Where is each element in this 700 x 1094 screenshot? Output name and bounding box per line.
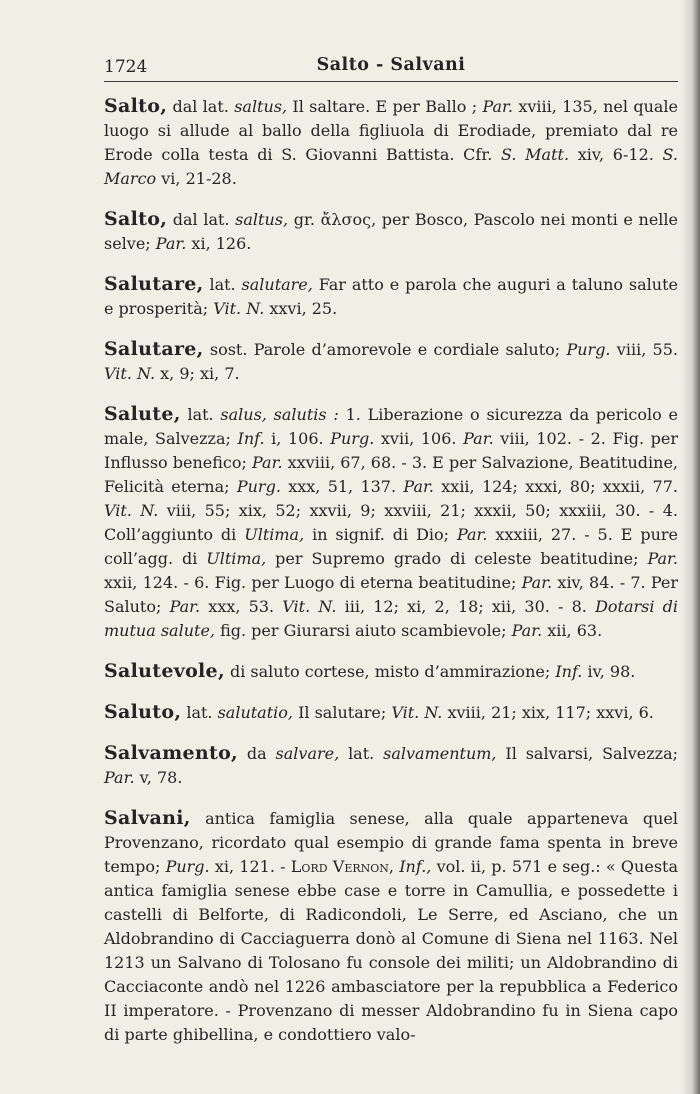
entry-salutare-noun: Salutare, sost. Parole d’amorevole e cordiale saluto; Purg. viii, 55. Vit. N. x, 9; xi, 7. [104, 338, 679, 383]
headword: Salto, [104, 95, 168, 117]
entry-salutevole: Salutevole, di saluto cortese, misto d’ammirazione; Inf. iv, 98. [104, 660, 636, 682]
page-number: 1724 [104, 57, 148, 77]
headword: Salto, [104, 208, 168, 230]
entry-salutare-verb: Salutare, lat. salutare, Far atto e parola che auguri a taluno salute e prosperità; Vit. N. xxvi, 25. [104, 273, 679, 318]
headword: Salutevole, [104, 660, 225, 682]
entry-salto-bosco: Salto, dal lat. saltus, gr. ἄλσος, per Bosco, Pascolo nei monti e nelle selve; Par. xi, 126. [104, 208, 679, 253]
entry-salute: Salute, lat. salus, salutis : 1. Liberazione o sicurezza da pericolo e male, Salvezza; Inf. i, 106. Purg. xvii, 106. Par. viii, 102. - 2. Fig. per Influsso benefico; Par. xxviii, 67, 68. - 3. E per Salvazione, Beatitudine, Felicità eterna; Purg. xxx, 51, 137. Par. xxii, 124; xxxi, 80; xxxii, 77. Vit. N. viii, 55; xix, 52; xxvii, 9; xxviii, 21; xxxii, 50; xxxiii, 30. - 4. Coll’aggiunto di Ultima, in signif. di Dio; Par. xxxiii, 27. - 5. E pure coll’agg. di Ultima, per Supremo grado di celeste beatitudine; Par. xxii, 124. - 6. Fig. per Luogo di eterna beatitudine; Par. xiv, 84. - 7. Per Saluto; Par. xxx, 53. Vit. N. iii, 12; xi, 2, 18; xii, 30. - 8. Dotarsi di mutua salute, fig. per Giurarsi aiuto scambievole; Par. xii, 63. [104, 403, 679, 640]
entry-saluto: Saluto, lat. salutatio, Il salutare; Vit. N. xviii, 21; xix, 117; xxvi, 6. [104, 701, 654, 723]
running-title: Salto - Salvani [316, 55, 466, 75]
header-rule [104, 81, 678, 82]
entry-salvamento: Salvamento, da salvare, lat. salvamentum, Il salvarsi, Salvezza; Par. v, 78. [104, 742, 679, 787]
headword: Saluto, [104, 701, 182, 723]
page-edge-shadow [682, 0, 700, 1094]
headword: Salutare, [104, 338, 204, 360]
entry-salvani: Salvani, antica famiglia senese, alla quale apparteneva quel Provenzano, ricordato qual esempio di grande fama spenta in breve tempo; Purg. xi, 121. - Lord Vernon, Inf., vol. ii, p. 571 e seg.: « Questa antica famiglia senese ebbe case e torre in Camullia, e possedette i castelli di Belforte, di Radicondoli, Le Serre, ed Asciano, che un Aldobrandino di Cacciaguerra donò al Comune di Siena nel 1163. Nel 1213 un Salvano di Tolosano fu console dei militi; un Aldobrandino di Cacciaconte andò nel 1226 ambasciatore per la repubblica a Federico II imperatore. - Provenzano di messer Aldobrandino fu in Siena capo di parte ghibellina, e condottiero valo- [104, 807, 679, 1044]
headword: Salvani, [104, 807, 191, 829]
dictionary-body [104, 94, 678, 1063]
page-header [104, 52, 678, 82]
headword: Salutare, [104, 273, 204, 295]
headword: Salvamento, [104, 742, 238, 764]
headword: Salute, [104, 403, 181, 425]
entry-salto-ballo: Salto, dal lat. saltus, Il saltare. E per Ballo ; Par. xviii, 135, nel quale luogo si allude al ballo della figliuola di Erodiade, premiato dal re Erode colla testa di S. Giovanni Battista. Cfr. S. Matt. xiv, 6-12. S. Marco vi, 21-28. [104, 95, 679, 188]
